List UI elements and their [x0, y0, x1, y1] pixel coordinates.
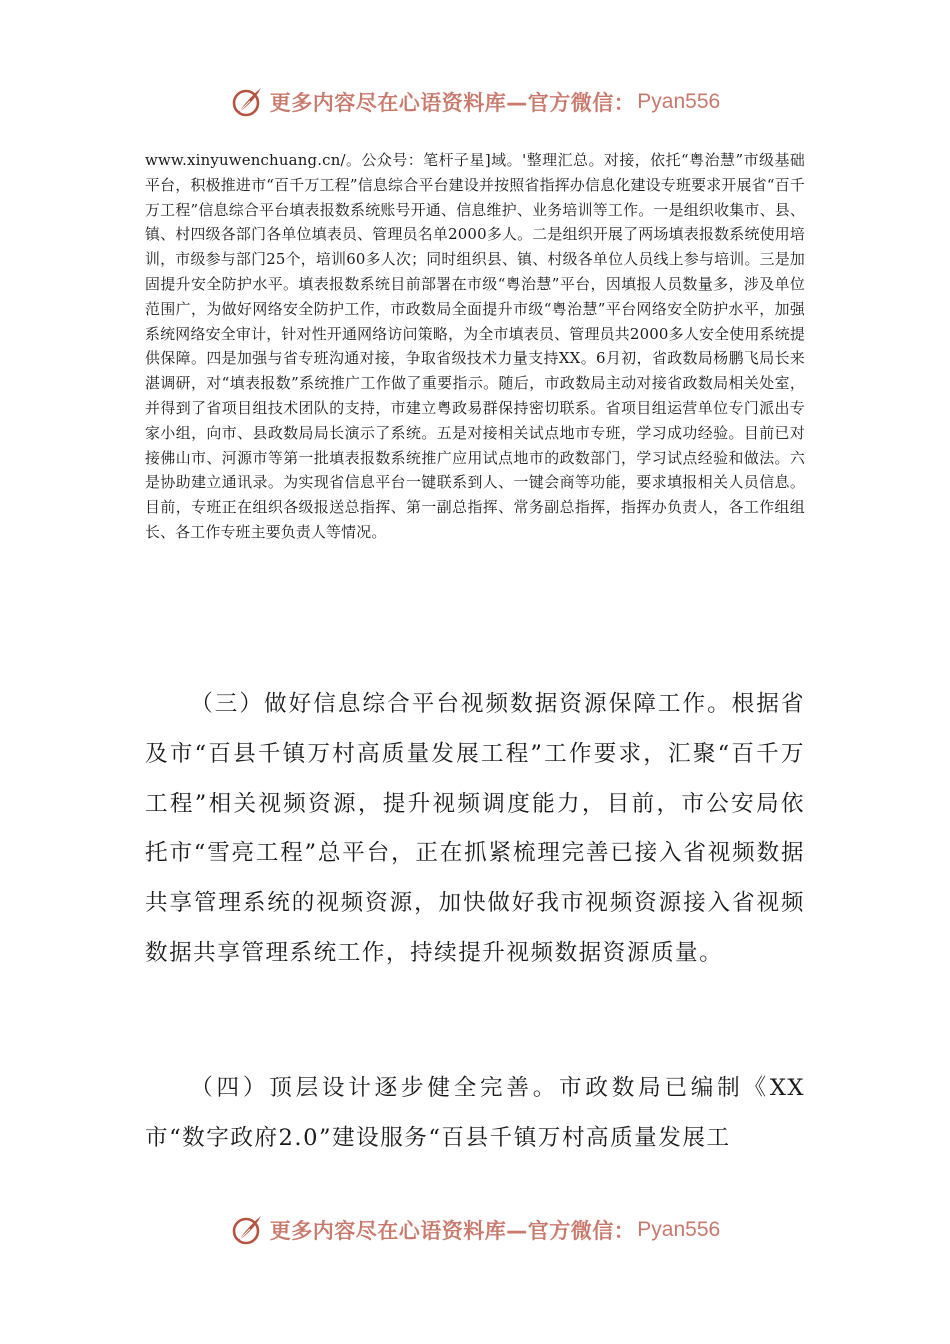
body-paragraph-3: （三）做好信息综合平台视频数据资源保障工作。根据省及市“百县千镇万村高质量发展工程”工作要求，汇聚“百千万工程”相关视频资源，提升视频调度能力，目前，市公安局依托市“雪亮工程”总平台，正在抓紧梳理完善已接入省视频数据共享管理系统的视频资源，加快做好我市视频资源接入省视频数据共享管理系统工作，持续提升视频数据资源质量。 — [145, 691, 805, 966]
footer-banner — [0, 1210, 950, 1250]
quill-pen-circle-icon — [230, 85, 264, 119]
banner-wechat-id: Pyan556 — [637, 1218, 721, 1241]
banner-text: 更多内容尽在心语资料库—官方微信： — [269, 1219, 636, 1243]
banner-wechat-id: Pyan556 — [637, 90, 721, 113]
banner-text: 更多内容尽在心语资料库—官方微信： — [269, 91, 636, 115]
body-paragraph-continued: www.xinyuwenchuang.cn/。公众号：笔杆子星]域。'整理汇总。对接，依托“粤治慧”市级基础平台，积极推进市“百千万工程”信息综合平台建设并按照省指挥办信息化建设专班要求开展省“百千万工程”信息综合平台填表报数系统账号开通、信息维护、业务培训等工作。一是组织收集市、县、镇、村四级各部门各单位填表员、管理员名单2000多人。二是组织开展了两场填表报数系统使用培训，市级参与部门25个，培训60多人次；同时组织县、镇、村级各单位人员线上参与培训。三是加固提升安全防护水平。填表报数系统目前部署在市级“粤治慧”平台，因填报人员数量多，涉及单位范围广，为做好网络安全防护工作，市政数局全面提升市级“粤治慧”平台网络安全防护水平，加强系统网络安全审计，针对性开通网络访问策略，为全市填表员、管理员共2000多人安全使用系统提供保障。四是加强与省专班沟通对接，争取省级技术力量支持XX。6月初，省政数局杨鹏飞局长来湛调研，对“填表报数”系统推广工作做了重要指示。随后，市政数局主动对接省政数局相关处室，并得到了省项目组技术团队的支持，市建立粤政易群保持密切联系。省项目组运营单位专门派出专家小组，向市、县政数局局长演示了系统。五是对接相关试点地市专班，学习成功经验。目前已对接佛山市、河源市等第一批填表报数系统推广应用试点地市的政数部门，学习试点经验和做法。六是协助建立通讯录。为实现省信息平台一键联系到人、一键会商等功能，要求填报相关人员信息。目前，专班正在组织各级报送总指挥、第一副总指挥、常务副总指挥，指挥办负责人，各工作组组长、各工作专班主要负责人等情况。 — [145, 151, 805, 541]
header-banner — [0, 82, 950, 122]
body-paragraph-4: （四）顶层设计逐步健全完善。市政数局已编制《XX市“数字政府2.0”建设服务“百县千镇万村高质量发展工 — [145, 1075, 805, 1151]
quill-pen-circle-icon — [230, 1213, 264, 1247]
